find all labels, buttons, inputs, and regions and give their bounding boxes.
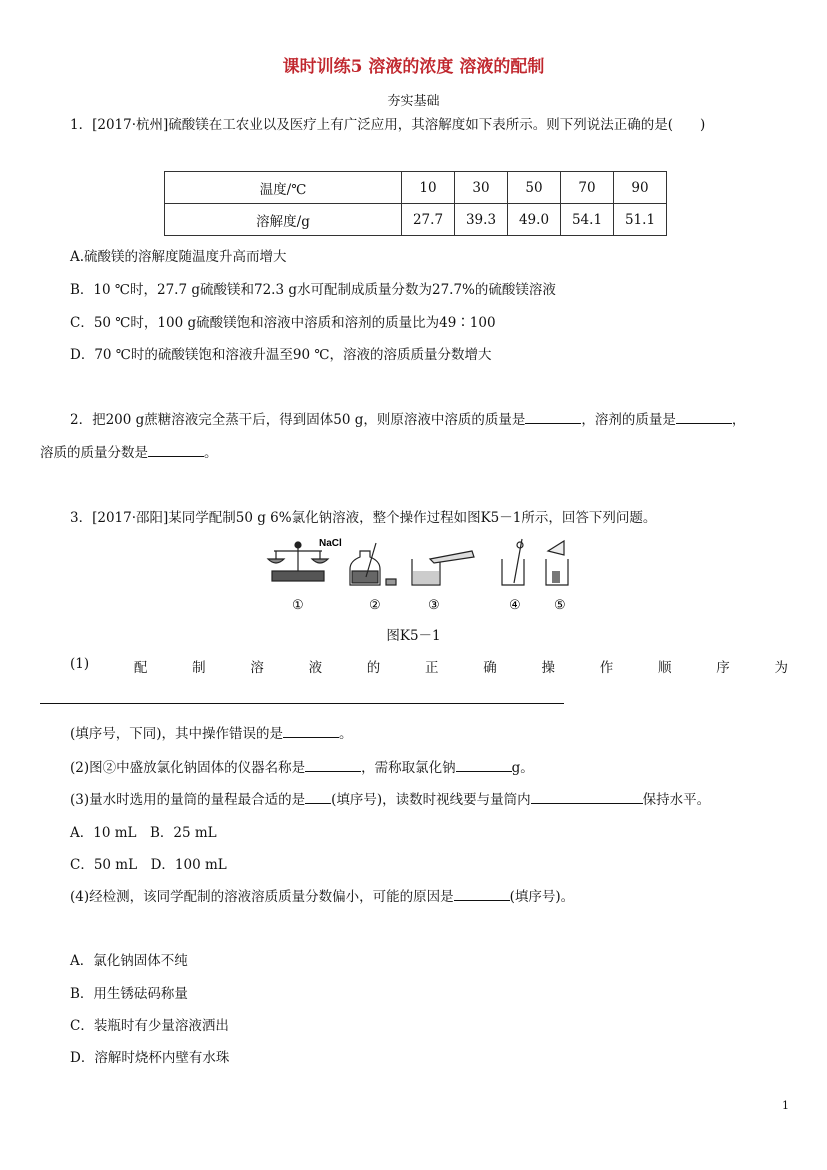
test-tube-icon [502, 539, 524, 585]
answer-blank-long[interactable] [40, 703, 564, 704]
q2-line2 [40, 441, 218, 461]
table-cell: 49.0 [508, 204, 561, 236]
beaker-funnel-icon [546, 541, 568, 585]
experiment-figure [262, 537, 572, 613]
q2-text-b: ，溶剂的质量是 [581, 412, 676, 428]
q3-sub1-char: 溶 [250, 660, 264, 676]
answer-blank[interactable] [456, 757, 512, 772]
q1-stem: 1．[2017·杭州]硫酸镁在工农业以及医疗上有广泛应用，其溶解度如下表所示。则下列说法正确的是( ) [70, 117, 706, 133]
answer-blank[interactable] [305, 757, 361, 772]
q3-sub1-char: 确 [483, 660, 497, 676]
q2-text-a: 2．把200 g蔗糖溶液完全蒸干后，得到固体50 g，则原溶液中溶质的质量是 [70, 412, 526, 428]
q3-sub2-unit: g。 [511, 760, 534, 776]
q1-option-c: C．50 ℃时，100 g硫酸镁饱和溶液中溶质和溶剂的质量比为49∶100 [70, 315, 496, 331]
q3-sub4-option-c: C．装瓶时有少量溶液洒出 [70, 1018, 229, 1034]
q3-sub2-text2: ，需称取氯化钠 [361, 760, 456, 776]
step-label-4: ④ [509, 598, 521, 613]
table-cell: 10 [402, 172, 455, 204]
q3-sub1-char: 的 [366, 660, 381, 676]
q3-sub3-options-ab: A．10 mL B．25 mL [70, 825, 217, 841]
table-row-solubility [165, 204, 667, 236]
nacl-label: NaCl [319, 538, 342, 549]
q1-option-d: D．70 ℃时的硫酸镁饱和溶液升温至90 ℃，溶液的溶质质量分数增大 [70, 347, 492, 363]
q3-sub1-char: 制 [192, 660, 206, 676]
beaker-pouring-icon [412, 551, 474, 585]
q3-sub1-char: 液 [308, 660, 323, 676]
table-cell: 51.1 [614, 204, 667, 236]
q3-sub3-text: (3)量水时选用的量筒的量程最合适的是 [70, 792, 306, 808]
q3-stem: 3．[2017·邵阳]某同学配制50 g 6%氯化钠溶液，整个操作过程如图K5－1所示，回答下列问题。 [70, 510, 657, 526]
q3-sub4 [70, 885, 574, 905]
figure-caption: 图K5－1 [386, 628, 441, 644]
step-label-3: ③ [428, 598, 440, 613]
page-title: 课时训练5 溶液的浓度 溶液的配制 [282, 57, 545, 77]
q2-text-c: ， [731, 412, 746, 428]
q3-sub1-char: 顺 [657, 660, 672, 676]
table-cell: 70 [561, 172, 614, 204]
q3-sub1-end: 。 [339, 726, 353, 742]
answer-blank[interactable] [531, 789, 643, 804]
answer-blank[interactable] [454, 886, 510, 901]
q3-sub3-text3: 保持水平。 [642, 792, 711, 808]
reagent-bottle-icon [350, 543, 396, 585]
table-header-temperature: 温度/℃ [165, 172, 402, 204]
q3-sub4-option-b: B．用生锈砝码称量 [70, 986, 188, 1002]
q3-sub1-line [70, 656, 788, 676]
answer-blank[interactable] [525, 409, 581, 424]
q3-sub1-char: (1) [70, 656, 90, 672]
q3-sub1-char: 配 [133, 660, 148, 676]
table-cell: 54.1 [561, 204, 614, 236]
solubility-table [164, 171, 667, 236]
q3-sub3-text2: (填序号)，读数时视线要与量筒内 [331, 792, 531, 808]
step-label-2: ② [369, 598, 381, 613]
q3-sub1-char: 序 [716, 660, 730, 676]
q3-sub2 [70, 756, 534, 776]
q3-sub1-text: (填序号，下同)，其中操作错误的是 [70, 726, 284, 742]
answer-blank[interactable] [676, 409, 732, 424]
table-cell: 27.7 [402, 204, 455, 236]
q3-sub1-char: 正 [425, 660, 439, 676]
section-heading: 夯实基础 [387, 94, 440, 109]
step-label-5: ⑤ [554, 598, 566, 613]
table-cell: 30 [455, 172, 508, 204]
q3-sub4-text2: (填序号)。 [509, 889, 575, 905]
step-label-1: ① [292, 598, 304, 613]
answer-blank[interactable] [283, 723, 339, 738]
q3-sub4-option-a: A．氯化钠固体不纯 [70, 953, 188, 969]
answer-blank[interactable] [148, 442, 204, 457]
q3-sub1-tail [70, 722, 353, 742]
q3-sub2-text: (2)图②中盛放氯化钠固体的仪器名称是 [70, 760, 306, 776]
q3-sub1-char: 为 [774, 660, 788, 676]
q3-sub3-options-cd: C．50 mL D．100 mL [70, 857, 227, 873]
table-cell: 39.3 [455, 204, 508, 236]
q1-option-b: B．10 ℃时，27.7 g硫酸镁和72.3 g水可配制成质量分数为27.7%的硫酸镁溶液 [70, 282, 556, 298]
answer-blank[interactable] [305, 789, 331, 804]
q2-text-d: 溶质的质量分数是 [40, 445, 148, 461]
q3-sub4-option-d: D．溶解时烧杯内壁有水珠 [70, 1050, 230, 1066]
q3-sub4-text: (4)经检测，该同学配制的溶液溶质质量分数偏小，可能的原因是 [70, 889, 454, 905]
q3-sub1-char: 作 [599, 660, 614, 676]
table-row-temperature [165, 172, 667, 204]
q3-sub1-char: 操 [541, 660, 555, 676]
q2-text-e: 。 [204, 445, 218, 461]
table-cell: 50 [508, 172, 561, 204]
q3-sub3 [70, 788, 710, 808]
q1-option-a: A.硫酸镁的溶解度随温度升高而增大 [70, 249, 287, 265]
table-header-solubility: 溶解度/g [165, 204, 402, 236]
page-number: 1 [782, 1099, 789, 1112]
table-cell: 90 [614, 172, 667, 204]
q2-line1 [70, 408, 745, 428]
